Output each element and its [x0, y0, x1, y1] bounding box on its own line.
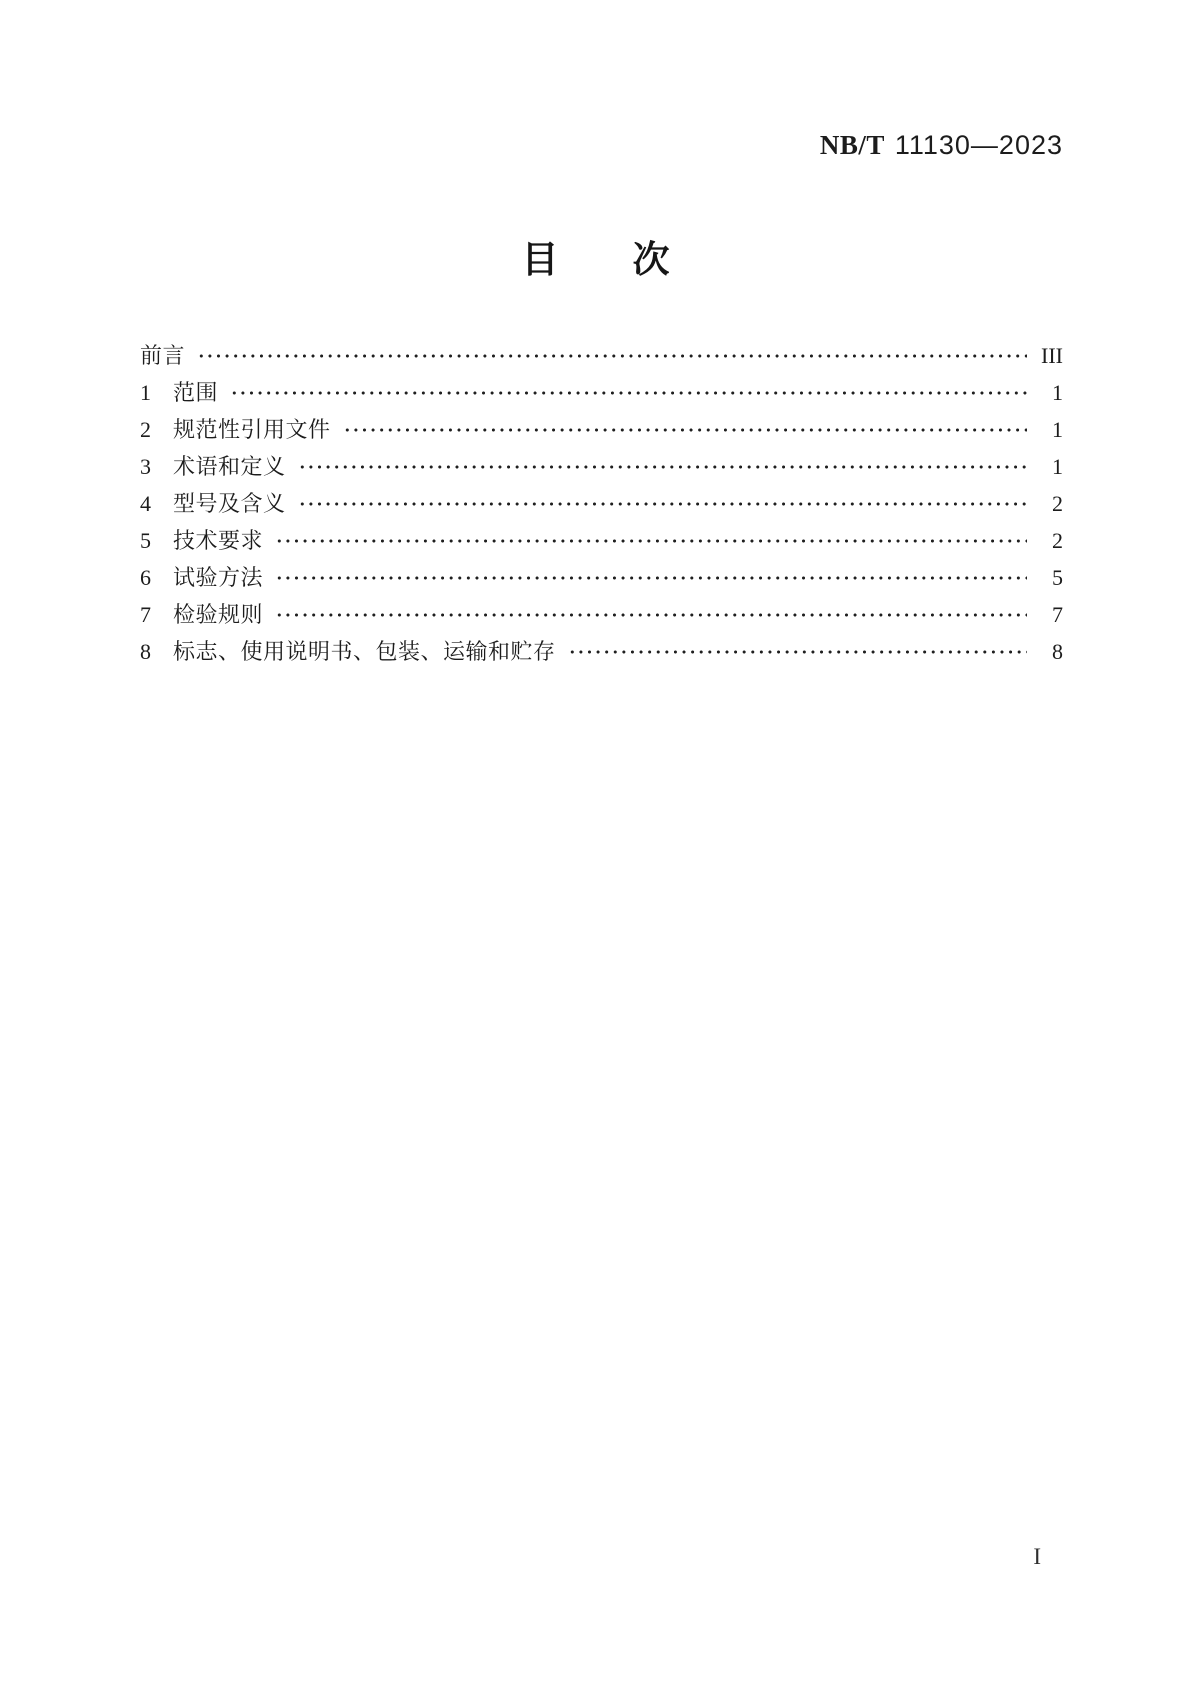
- toc-entry: [140, 374, 1063, 411]
- toc-entry: [140, 559, 1063, 596]
- toc-entry-number: 4: [140, 491, 151, 516]
- toc-entry-page: 1: [1052, 417, 1063, 442]
- page-title: 目 次: [521, 239, 670, 280]
- toc-entry: [140, 448, 1063, 485]
- toc-entry: [140, 411, 1063, 448]
- toc-entry-number: 2: [140, 417, 151, 442]
- toc-dot-leader: [275, 573, 1027, 583]
- toc-entry: [140, 596, 1063, 633]
- toc-entry-page: 1: [1052, 380, 1063, 405]
- toc-entry-number: 6: [140, 565, 151, 590]
- toc-entry-page: III: [1041, 343, 1063, 368]
- toc-entry-label: 检验规则: [173, 602, 264, 627]
- toc-entry-label: 范围: [173, 380, 219, 405]
- toc-entry-page: 7: [1052, 602, 1063, 627]
- toc-entry-page: 1: [1052, 454, 1063, 479]
- toc-list: [140, 337, 1063, 670]
- toc-entry-label: 前言: [140, 343, 186, 368]
- toc-entry-number: 3: [140, 454, 151, 479]
- document-header: [140, 128, 1063, 167]
- toc-entry-label: 术语和定义: [173, 454, 286, 479]
- toc-entry: [140, 485, 1063, 522]
- toc-entry-label: 试验方法: [173, 565, 264, 590]
- toc-dot-leader: [230, 388, 1027, 398]
- toc-entry-number: 1: [140, 380, 151, 405]
- toc-dot-leader: [275, 536, 1027, 546]
- toc-dot-leader: [568, 647, 1027, 657]
- toc-entry-number: 7: [140, 602, 151, 627]
- toc-entry-label: 标志、使用说明书、包装、运输和贮存: [173, 639, 556, 664]
- toc-dot-leader: [298, 499, 1027, 509]
- toc-dot-leader: [197, 351, 1027, 361]
- toc-entry: [140, 633, 1063, 670]
- toc-dot-leader: [298, 462, 1027, 472]
- toc-entry-page: 5: [1052, 565, 1063, 590]
- standard-code-number: 11130—2023: [894, 130, 1063, 160]
- toc-entry-label: 型号及含义: [173, 491, 286, 516]
- toc-entry-number: 8: [140, 639, 151, 664]
- toc-dot-leader: [275, 610, 1027, 620]
- toc-entry-page: 2: [1052, 528, 1063, 553]
- toc-entry-number: 5: [140, 528, 151, 553]
- toc-entry: [140, 522, 1063, 559]
- toc-entry-label: 规范性引用文件: [173, 417, 331, 442]
- toc-entry-page: 2: [1052, 491, 1063, 516]
- toc-entry-page: 8: [1052, 639, 1063, 664]
- page-number: I: [1033, 1544, 1041, 1569]
- toc-entry-label: 技术要求: [173, 528, 264, 553]
- standard-code-prefix: NB/T: [819, 130, 885, 160]
- toc-entry: [140, 337, 1063, 374]
- toc-dot-leader: [343, 425, 1027, 435]
